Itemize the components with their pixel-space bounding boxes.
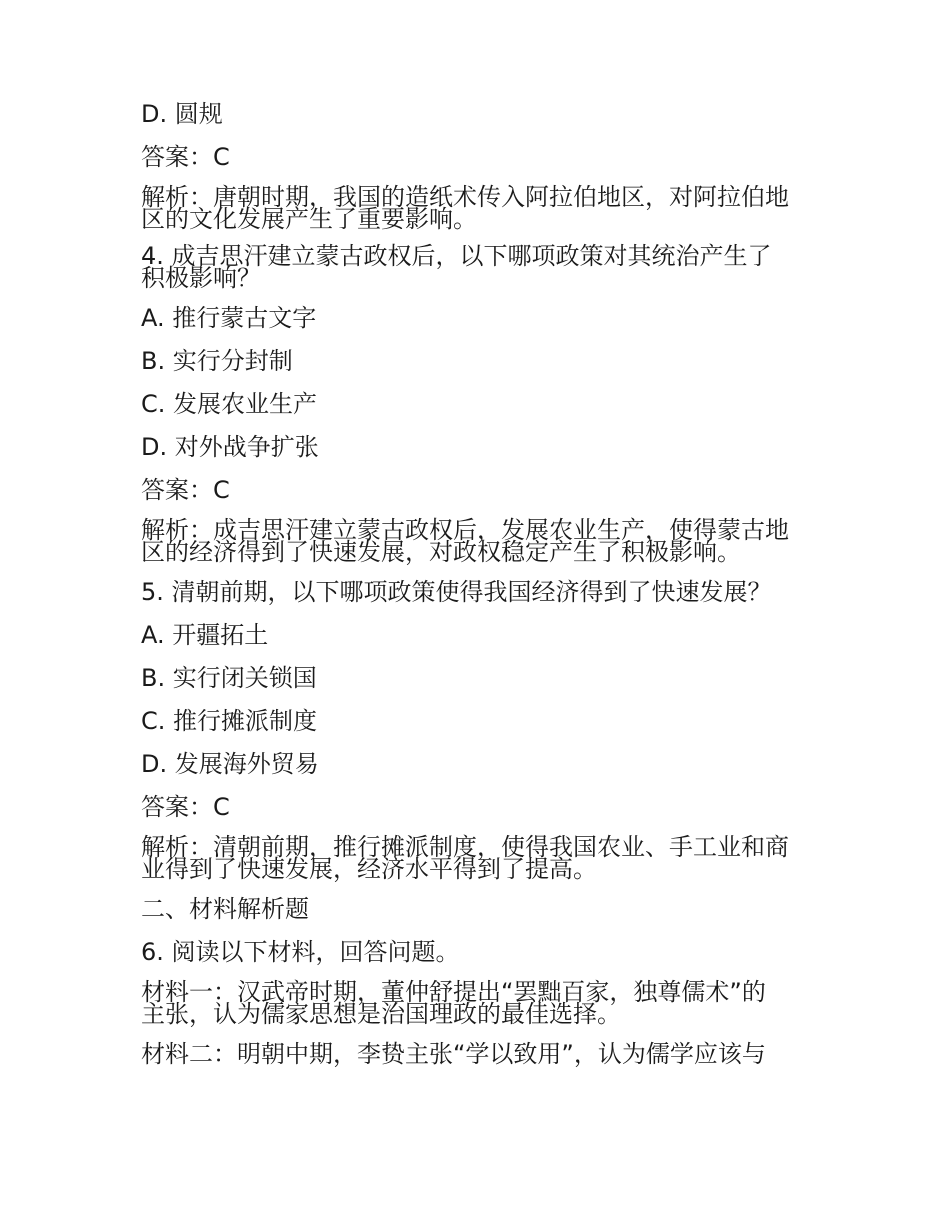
q5-option-c: C. 推行摊派制度 (141, 707, 318, 735)
explanation-q3-line-1: 解析：唐朝时期，我国的造纸术传入阿拉伯地区，对阿拉伯地 (141, 183, 789, 211)
answer-q4: 答案：C (141, 476, 230, 504)
explanation-q4 (141, 516, 821, 566)
q4-option-a: A. 推行蒙古文字 (141, 304, 317, 332)
answer-q5: 答案：C (141, 793, 230, 821)
explanation-q5-line-1: 解析：清朝前期，推行摊派制度，使得我国农业、手工业和商 (141, 833, 789, 861)
explanation-q5 (141, 833, 821, 883)
material-one-line-2: 主张，认为儒家思想是治国理政的最佳选择。 (141, 1000, 621, 1028)
question-4-line-2: 积极影响？ (141, 264, 261, 292)
explanation-q3-line-2: 区的文化发展产生了重要影响。 (141, 205, 477, 233)
option-d-compass: D. 圆规 (141, 100, 223, 128)
q4-option-b: B. 实行分封制 (141, 347, 293, 375)
document-page (141, 100, 821, 1083)
q4-option-c: C. 发展农业生产 (141, 390, 318, 418)
explanation-q4-line-1: 解析：成吉思汗建立蒙古政权后，发展农业生产，使得蒙古地 (141, 516, 789, 544)
q5-option-d: D. 发展海外贸易 (141, 750, 319, 778)
question-6: 6. 阅读以下材料，回答问题。 (141, 938, 460, 966)
material-two: 材料二：明朝中期，李贽主张“学以致用”，认为儒学应该与 (141, 1040, 766, 1068)
question-4 (141, 242, 821, 292)
explanation-q3 (141, 183, 821, 233)
material-one (141, 978, 821, 1028)
question-4-line-1: 4. 成吉思汗建立蒙古政权后，以下哪项政策对其统治产生了 (141, 242, 772, 270)
answer-q3: 答案：C (141, 143, 230, 171)
q5-option-b: B. 实行闭关锁国 (141, 664, 317, 692)
q4-option-d: D. 对外战争扩张 (141, 433, 319, 461)
section-heading-material-analysis: 二、材料解析题 (141, 895, 309, 923)
q5-option-a: A. 开疆拓土 (141, 621, 269, 649)
explanation-q4-line-2: 区的经济得到了快速发展，对政权稳定产生了积极影响。 (141, 538, 741, 566)
question-5: 5. 清朝前期，以下哪项政策使得我国经济得到了快速发展？ (141, 578, 772, 606)
material-one-line-1: 材料一：汉武帝时期，董仲舒提出“罢黜百家，独尊儒术”的 (141, 978, 766, 1006)
explanation-q5-line-2: 业得到了快速发展，经济水平得到了提高。 (141, 855, 597, 883)
